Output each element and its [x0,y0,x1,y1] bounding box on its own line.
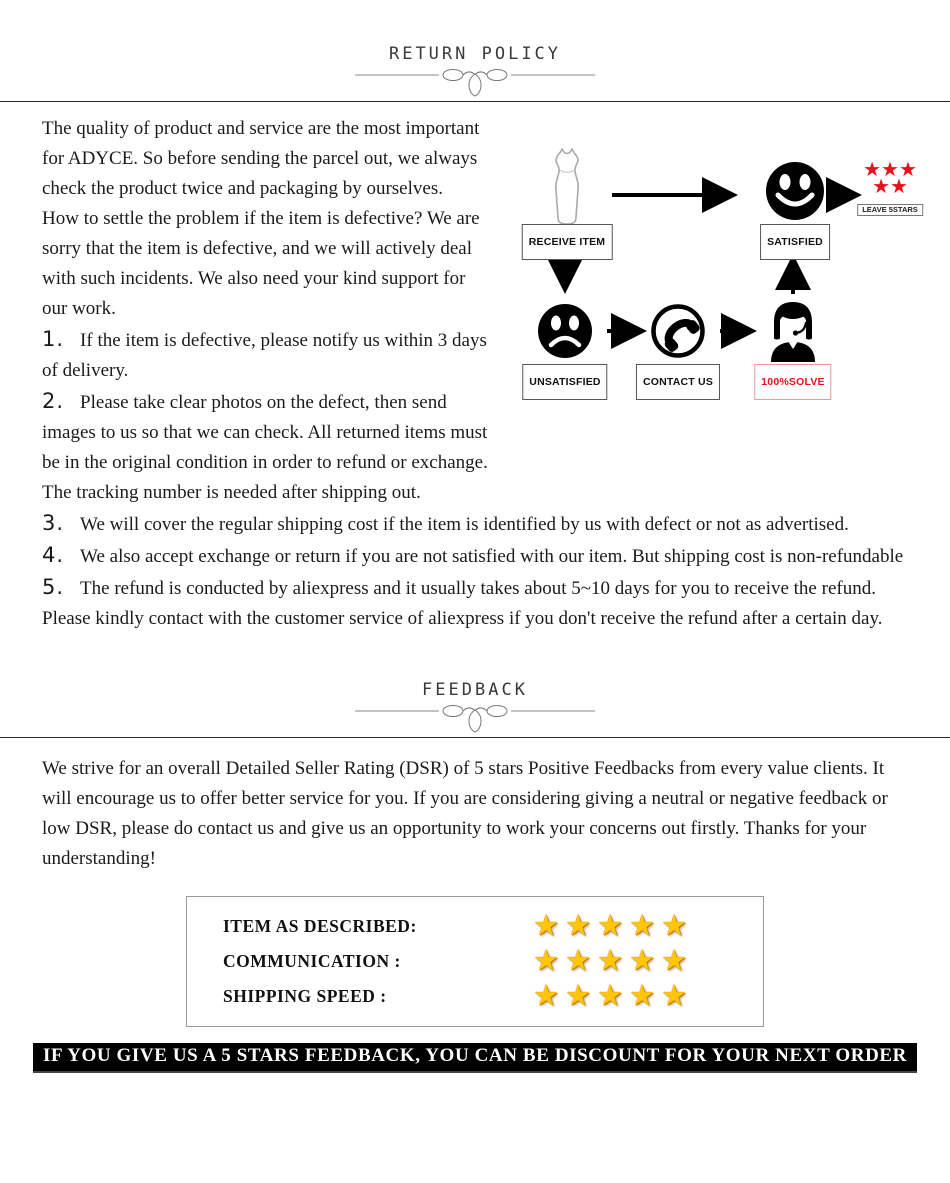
feedback-title: FEEDBACK [422,680,528,700]
return-policy-title: RETURN POLICY [388,44,562,64]
red-stars-top: ★★★ [863,159,917,181]
gold-stars-communication: ★★★★★ [533,945,693,977]
policy-item-3-number: 3. [42,511,65,535]
flourish-ornament [355,66,595,98]
policy-item-4 [42,540,908,572]
policy-item-5-text: The refund is conducted by aliexpress and it usually takes about 5~10 days for you to receive the refund. Please kindly contact with the customer service of aliexpress if you don't receive the refund after a certain day. [42,578,883,629]
feedback-section [0,680,950,1073]
satisfied-label: SATISFIED [760,224,830,260]
solve-label: 100%SOLVE [754,364,831,400]
discount-banner: IF YOU GIVE US A 5 STARS FEEDBACK, YOU CAN BE DISCOUNT FOR YOUR NEXT ORDER [33,1043,917,1073]
return-policy-header [0,0,950,98]
policy-item-2-number: 2. [42,389,65,413]
gold-stars-item-as-described: ★★★★★ [533,910,693,942]
policy-item-3-text: We will cover the regular shipping cost if the item is identified by us with defect or not as advertised. [80,514,849,535]
policy-paragraph-1: The quality of product and service are the most important for ADYCE. So before sending the parcel out, we always check the product twice and packaging by ourselves. [42,118,480,199]
policy-item-5-number: 5. [42,575,65,599]
feedback-paragraph: We strive for an overall Detailed Seller Rating (DSR) of 5 stars Positive Feedbacks from every value clients. It will encourage us to offer better service for you. If you are considering giving a neutral or negative feedback or low DSR, please do contact us and give us an opportunity to work your concerns out firstly. Thanks for your understanding! [42,758,888,869]
policy-item-4-text: We also accept exchange or return if you are not satisfied with our item. But shipping cost is non-refundable [80,546,904,567]
rating-row-communication [223,944,763,979]
gold-stars-shipping-speed: ★★★★★ [533,980,693,1012]
red-stars-bottom: ★★ [872,176,908,198]
rating-row-item-as-described [223,909,763,944]
leave-5stars-label: LEAVE 5STARS [857,204,923,216]
policy-item-1-text: If the item is defective, please notify us within 3 days of delivery. [42,330,487,381]
rating-row-shipping-speed [223,979,763,1014]
policy-item-1-number: 1. [42,327,65,351]
policy-item-2-text: Please take clear photos on the defect, then send images to us so that we can check. All returned items must be in the original condition in order to refund or exchange. The tracking number is needed after shipping out. [42,392,488,503]
rating-label-communication: COMMUNICATION : [223,951,401,971]
dsr-rating-box [186,896,764,1027]
unsatisfied-label: UNSATISFIED [522,364,607,400]
contact-us-label: CONTACT US [636,364,720,400]
return-process-flowchart [508,114,918,482]
flourish-ornament-2 [355,702,595,734]
policy-item-4-number: 4. [42,543,65,567]
policy-item-5 [42,572,908,634]
receive-item-label: RECEIVE ITEM [522,224,613,260]
policy-paragraph-2: How to settle the problem if the item is defective? We are sorry that the item is defective, and we will actively deal with such incidents. We also need your kind support for our work. [42,208,480,319]
rating-label-item-as-described: ITEM AS DESCRIBED: [223,916,417,936]
rating-label-shipping-speed: SHIPPING SPEED : [223,986,387,1006]
return-policy-body [0,102,950,634]
policy-item-3 [42,508,908,540]
feedback-header [0,680,950,734]
